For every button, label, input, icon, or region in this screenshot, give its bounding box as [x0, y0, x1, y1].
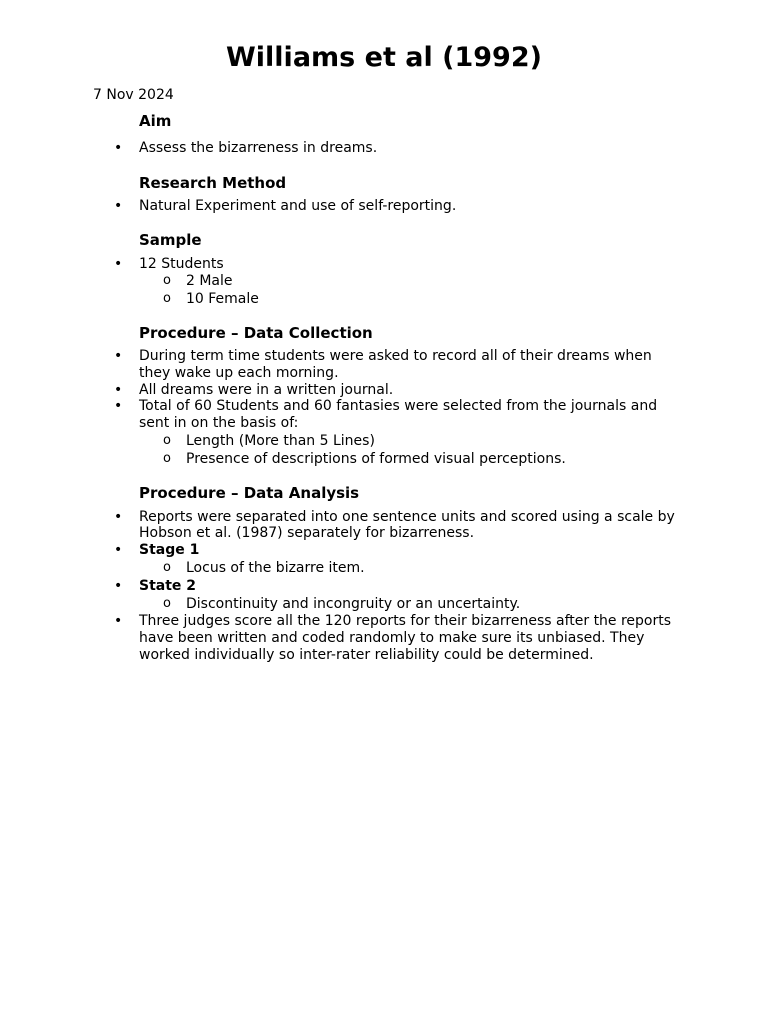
list-item-text: Total of 60 Students and 60 fantasies were selected from the journals and sent in on the basis of:: [139, 398, 658, 432]
list-item: [139, 542, 679, 577]
analysis-list: [139, 509, 679, 664]
document-title: Williams et al (1992): [226, 42, 542, 73]
collection-list: [139, 348, 679, 468]
heading-sample: Sample: [139, 230, 202, 249]
list-item: • Assess the bizarreness in dreams.: [139, 140, 679, 157]
heading-research-method: Research Method: [139, 173, 287, 192]
sublist-item: o 10 Female: [186, 291, 679, 308]
stage-1-sublist: [139, 560, 679, 577]
collection-sublist: [139, 433, 679, 468]
list-item: [139, 256, 679, 308]
list-item: [139, 398, 679, 467]
sublist-item: o 2 Male: [186, 273, 679, 290]
list-item-text: 12 Students: [139, 255, 224, 272]
heading-data-collection: Procedure – Data Collection: [139, 323, 373, 342]
sample-list: [139, 256, 679, 308]
sublist-item: o Presence of descriptions of formed visual perceptions.: [186, 451, 679, 468]
method-list: [139, 198, 679, 215]
list-item: [139, 578, 679, 613]
heading-aim: Aim: [139, 112, 172, 130]
stage-2-label: State 2: [139, 577, 197, 594]
list-item: • Three judges score all the 120 reports for their bizarreness after the reports have been written and coded randomly to make sure its unbiased. They worked individually so inter-rater reliability could be determined.: [139, 613, 679, 663]
aim-list: [139, 140, 679, 157]
document-body: [139, 112, 679, 664]
list-item: • During term time students were asked to record all of their dreams when they wake up each morning.: [139, 348, 679, 382]
list-item: • Reports were separated into one sentence units and scored using a scale by Hobson et al. (1987) separately for bizarreness.: [139, 509, 679, 543]
stage-1-label: Stage 1: [139, 542, 200, 559]
sublist-item: o Length (More than 5 Lines): [186, 433, 679, 450]
heading-data-analysis: Procedure – Data Analysis: [139, 483, 360, 502]
stage-2-sublist: [139, 596, 679, 613]
document-date: 7 Nov 2024: [93, 87, 174, 103]
sublist-item: o Discontinuity and incongruity or an uncertainty.: [186, 596, 679, 613]
list-item: • Natural Experiment and use of self-reporting.: [139, 198, 679, 215]
sample-sublist: [139, 273, 679, 308]
list-item: • All dreams were in a written journal.: [139, 382, 679, 399]
sublist-item: o Locus of the bizarre item.: [186, 560, 679, 577]
